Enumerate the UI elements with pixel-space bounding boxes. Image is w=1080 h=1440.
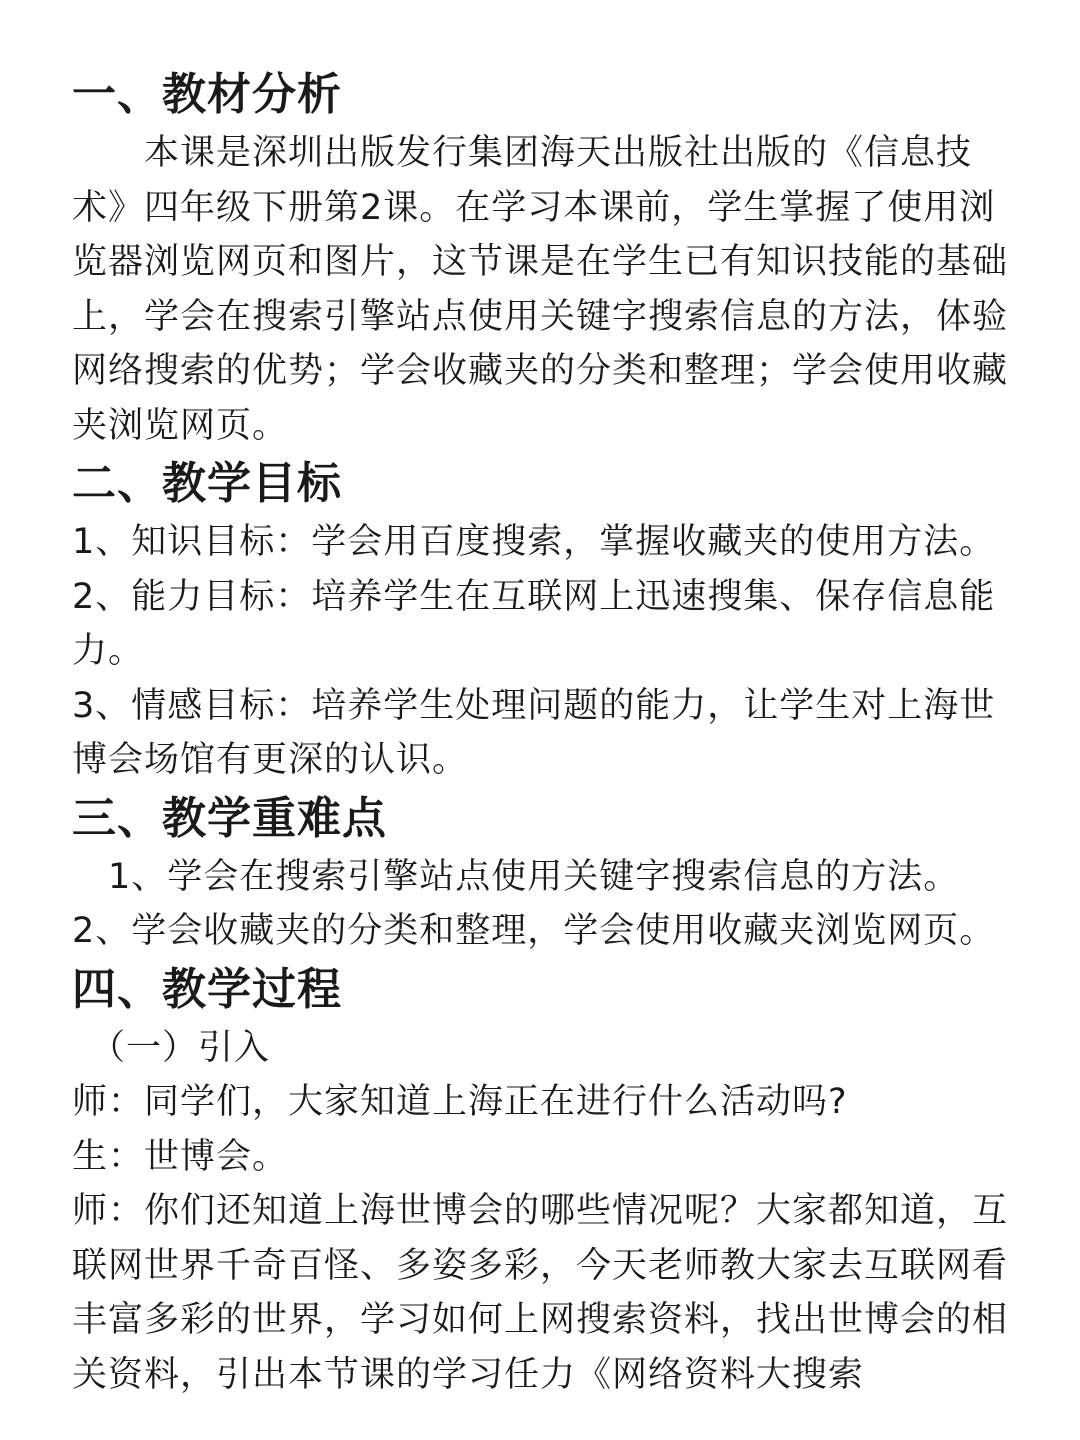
key-point-1: 1、学会在搜索引擎站点使用关键字搜索信息的方法。 xyxy=(108,856,960,897)
goal-ability: 2、能力目标：培养学生在互联网上迅速搜集、保存信息能力。 xyxy=(72,576,996,671)
section-key-points xyxy=(72,788,1008,959)
subsection-intro: （一）引入 xyxy=(90,1027,271,1068)
key-point-2: 2、学会收藏夹的分类和整理，学会使用收藏夹浏览网页。 xyxy=(72,911,996,951)
section-heading: 二、教学目标 xyxy=(72,458,342,509)
dialogue-line: 师：同学们，大家知道上海正在进行什么活动吗? xyxy=(72,1082,848,1122)
dialogue-line: 生：世博会。 xyxy=(72,1136,289,1177)
section-textbook-analysis xyxy=(72,64,1008,453)
goal-emotion: 3、情感目标：培养学生处理问题的能力，让学生对上海世博会场馆有更深的认识。 xyxy=(72,685,996,780)
section-heading: 一、教材分析 xyxy=(72,69,342,120)
section-teaching-goals xyxy=(72,453,1008,788)
dialogue-line: 师：你们还知道上海世博会的哪些情况呢？大家都知道，互联网世界千奇百怪、多姿多彩，今天老师教大家去互联网看丰富多彩的世界，学习如何上网搜索资料，找出世博会的相关资料，引出本节课的学习任力《网络资料大搜索 xyxy=(72,1191,1009,1395)
section-heading: 四、教学过程 xyxy=(72,963,342,1015)
section-teaching-process xyxy=(72,959,1008,1403)
goal-knowledge: 1、知识目标：学会用百度搜索，掌握收藏夹的使用方法。 xyxy=(72,522,996,562)
paragraph: 本课是深圳出版发行集团海天出版社出版的《信息技术》四年级下册第2课。在学习本课前，学生掌握了使用浏览器浏览网页和图片，这节课是在学生已有知识技能的基础上，学会在搜索引擎站点使用关键字搜索信息的方法，体验网络搜索的优势；学会收藏夹的分类和整理；学会使用收藏夹浏览网页。 xyxy=(72,133,1009,446)
section-heading: 三、教学重难点 xyxy=(72,792,387,844)
